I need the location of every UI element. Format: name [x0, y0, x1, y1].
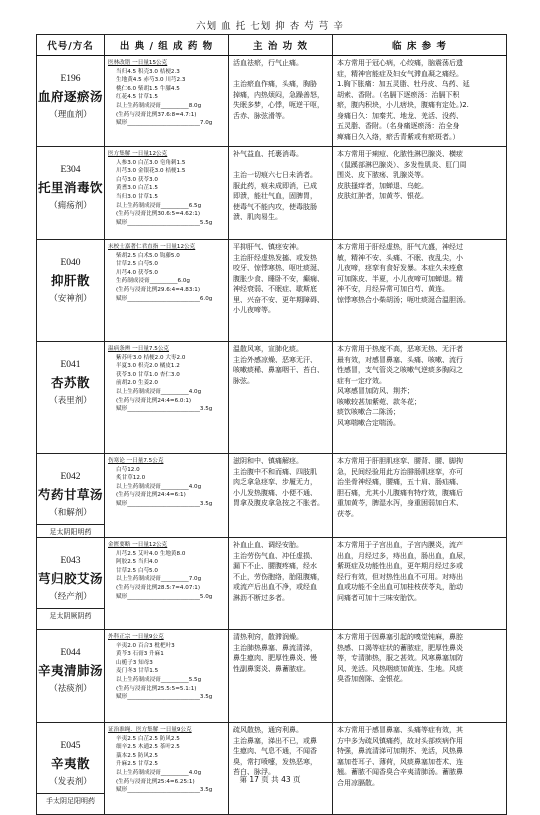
formula-code: E040 — [60, 258, 81, 268]
source-line: 茯苓3.0 甘草1.0 杏仁3.0 — [116, 371, 180, 378]
source-line: 柴胡2.5 白术5.0 钩藤5.0 — [116, 252, 180, 259]
source-line: 温病条辨 一日量7.5公克 — [108, 346, 170, 352]
source-line: 白芍3.0 茯苓3.0 — [116, 176, 158, 183]
formula-code: E045 — [60, 741, 81, 751]
reference-line: 风寒感冒加防风、荆芥； — [337, 387, 414, 395]
table-row — [37, 56, 507, 147]
reference-line: 胡索、香附。（名膈下逐瘀汤：治膈下积 — [337, 90, 460, 99]
reference-line: 本方常用于痢痘、化脓性淋巴腺炎、横痃 — [337, 150, 463, 158]
source-line: (生药与浸膏比例24:4=6.0:1) — [116, 397, 192, 404]
reference-line: 可加陈皮、半夏，小儿夜啼可加蝉退。精 — [337, 274, 463, 283]
reference-line: 急，民间经验用此方治腓肠肌痉挛，亦可 — [337, 467, 463, 476]
effect-line: 淋沥不断过多者。 — [233, 593, 289, 602]
formula-category: （经产剂） — [49, 592, 92, 602]
reference-line: 紫斑症及功能性出血，更年期月经过多或 — [337, 562, 463, 570]
formula-source-cell — [105, 147, 229, 240]
formula-id-cell — [37, 723, 105, 815]
effect-line: 清热利窍，散滞润燥。 — [233, 633, 303, 641]
formula-code: E042 — [60, 472, 81, 482]
source-line: 当归4.5 积壳3.0 桔梗2.3 — [116, 68, 180, 75]
source-line: 川芎3.0 金银花3.0 桔梗1.5 — [116, 168, 186, 175]
table-row — [37, 342, 507, 454]
effect-line: 主治肝经虚热发搐、或发热 — [233, 253, 317, 262]
formula-category: （祛痰剂） — [49, 684, 92, 694]
clinical-reference-cell — [333, 240, 507, 342]
effect-line — [233, 69, 328, 80]
source-line: (生药与浸膏比例25:4=6.25:1) — [116, 778, 195, 785]
effect-line: 服此药，痕未成即消，已成 — [233, 181, 317, 190]
effect-line: 温散风寒，宣肺化痰。 — [233, 345, 303, 353]
source-line: 当归3.0 甘草1.5 — [116, 193, 158, 200]
source-line: 黄芩3 石膏3 升麻1 — [116, 651, 164, 658]
formula-id-cell — [37, 240, 105, 342]
formula-code: E196 — [60, 74, 81, 84]
source-line: 证治准绳．医方集解 一日量9公克 — [108, 727, 192, 733]
source-line: (生药与浸膏比例28.5:7=4.07:1) — [116, 584, 201, 591]
reference-line: 胆石痛，尤其小儿腹痛有特疗效，腹痛后 — [337, 488, 463, 497]
effect-line: 肉乏拿急痉挛、步履无力， — [233, 478, 317, 486]
reference-line: 出血，月经过多，痔出血，肠出血，血尿， — [337, 551, 470, 560]
source-line: 以上生药制成浸膏__________4.0g — [116, 769, 202, 776]
source-line: 桃仁6.0 柴胡1.5 牛膝4.5 — [116, 85, 180, 92]
formula-id-cell — [37, 454, 105, 538]
effect-line: 主治瘀血作痛，头痛，胸胁 — [233, 80, 317, 88]
formula-id-cell — [37, 147, 105, 240]
reference-line: 本方常用于子宫出血，子宫内膜炎，流产 — [337, 541, 463, 549]
effect-line: 咳嗽痰稀、鼻塞咽干、苔白、 — [233, 366, 324, 374]
effect-line: 咬牙、惊悸寒热、呕吐痰涎、 — [233, 264, 324, 272]
source-line: (生药与浸膏比例29.6:4=4.83:1) — [116, 286, 201, 293]
formula-name: 辛夷散 — [50, 756, 90, 771]
effect-line: 苔白、脉浮。 — [233, 768, 275, 776]
formula-name: 辛夷清肺汤 — [37, 663, 103, 678]
effect-line: 主治腹中不和而痛、四肢肌 — [233, 467, 317, 476]
source-line: 赋形__________________________5.0g — [116, 593, 213, 600]
formula-effect-cell — [229, 454, 333, 538]
col-header-effect: 主 治 功 效 — [229, 35, 333, 56]
formula-id-cell — [37, 630, 105, 723]
source-line: 人参3.0 白芷3.0 皂角刺1.5 — [116, 159, 186, 166]
source-line: 炙甘草12.0 — [116, 475, 146, 482]
effect-line: 溃、肌肉易生。 — [233, 213, 282, 221]
clinical-reference-cell — [333, 56, 507, 147]
effect-line — [233, 160, 328, 171]
effect-line: 主治外感凉燥、恶寒无汗、 — [233, 355, 317, 364]
reference-line: 本方常用于肝经虚热，肝气亢盛，神经过 — [337, 243, 463, 251]
reference-line: 最有效，对感冒鼻塞、头痛、咳嗽、流行 — [337, 355, 463, 364]
reference-line: 重加黄芩，脾湿水泻，身重困弱加白术、 — [337, 499, 463, 507]
source-line: 红花4.5 甘草1.5 — [116, 94, 158, 101]
source-line: 阿胶2.5 当归4.0 — [116, 559, 158, 566]
source-line: 医方集解 一日量12公克 — [108, 151, 168, 157]
reference-line: 本方常用于冠心病，心绞痛，脑震荡后遗 — [337, 59, 463, 67]
formula-category: （理血剂） — [49, 110, 92, 120]
effect-line: 平抑肝气、镇痉安神。 — [233, 243, 303, 251]
source-line: 紫苏叶3.0 桔梗2.0 大枣2.0 — [116, 354, 186, 361]
effect-line: 脉弦。 — [233, 376, 254, 385]
reference-line: 特强，鼻流清涕可加荆芥、羌活，风热鼻 — [337, 747, 463, 755]
formula-source-cell — [105, 56, 229, 147]
formula-source-cell — [105, 723, 229, 815]
source-line: 以上生药制成浸膏__________4.0g — [116, 483, 202, 490]
formula-source-cell — [105, 454, 229, 538]
reference-line: 问痛者可加十三味安胎饮。 — [337, 593, 421, 602]
source-line: 半夏3.0 枳壳2.0 橘皮1.2 — [116, 363, 180, 370]
formula-name: 杏苏散 — [50, 375, 90, 390]
effect-line: 小儿夜啼等。 — [233, 306, 275, 314]
source-line: 以上生药制成浸膏__________6.5g — [116, 202, 202, 209]
source-line: (生药与浸膏比例25.5:5=5.1:1) — [116, 685, 197, 692]
effect-line: 使毒气不能内攻，使毒肢肠 — [233, 202, 317, 211]
effect-line: 鼻生瘜肉、肥厚性鼻炎、慢 — [233, 654, 317, 662]
effect-line: 失眠多梦，心悸，呃逆干呕， — [233, 101, 324, 109]
effect-line: 即溃，能壮气血，固脾胃， — [233, 192, 317, 200]
formula-name: 血府逐瘀汤 — [37, 89, 103, 104]
table-row — [37, 630, 507, 723]
clinical-reference-cell — [333, 538, 507, 630]
reference-line: 身痛日久：加秦艽、地龙、羌活、没药、 — [337, 111, 463, 120]
effect-line: 腹胀少食、睡卧不安，癫痫、 — [233, 274, 324, 283]
reference-line: 本方常用于因鼻塞引起的嗅觉钝麻，鼻腔 — [337, 633, 463, 641]
reference-line: 神不安，月经异常可加白芍、黄连。 — [337, 285, 449, 293]
reference-line: 血或功能不全出血可加桂枝茯苓丸，胎动 — [337, 583, 463, 591]
source-line: 赋形__________________________3.5g — [116, 406, 213, 413]
page-header: 六划 血 托 七划 抑 杏 芍 芎 辛 — [196, 21, 344, 32]
clinical-reference-cell — [333, 147, 507, 240]
source-line: 以上生药制成浸膏__________7.0g — [116, 576, 202, 583]
col-header-reference: 临 床 参 考 — [333, 35, 507, 56]
effect-line: 小儿发热腹痛、小便不通、 — [233, 488, 317, 497]
effect-line: 漏下不止、腰腹疼痛，经水 — [233, 562, 317, 570]
formula-source-cell — [105, 342, 229, 454]
effect-line: 活血祛瘀，行气止痛。 — [233, 59, 303, 67]
reference-line: 敏，精神不安、头痛、不眠、夜乱尖，小 — [337, 253, 463, 262]
source-line: 赋形__________________________3.5g — [116, 500, 213, 507]
source-line: 以上生药制成浸膏__________4.0g — [116, 388, 202, 395]
formula-id-cell — [37, 56, 105, 147]
reference-line: （鼠蹊部淋巴腺炎）、多发性肌炎、肛门周 — [337, 160, 467, 169]
reference-line: 等，专清肺热，服之甚效。风寒鼻塞加防 — [337, 654, 463, 662]
page-footer: 第 17 页 共 43 页 — [239, 775, 301, 784]
table-header-row — [37, 35, 507, 56]
effect-line: 掉痛，内热烦闷，急躁善怒， — [233, 90, 324, 99]
formula-id-cell — [37, 538, 105, 630]
clinical-reference-cell — [333, 723, 507, 815]
reference-line: 瘀，腹内积块，小儿痞块，腹痛有定处。)2. — [337, 101, 469, 109]
formula-channel: 手太阴足阳明药 — [37, 793, 104, 806]
reference-line: 五灵脂、香附。（名身痛逐瘀汤：治全身 — [337, 122, 460, 130]
source-line: 升麻2.5 甘草2.5 — [116, 761, 158, 768]
source-line: 伤寒论 一日量7.5公克 — [108, 458, 164, 464]
source-line: 前胡2.0 生姜2.0 — [116, 380, 158, 387]
effect-line: 性副鼻窦炎、鼻蓄脓症。 — [233, 664, 310, 673]
formula-name: 芍药甘草汤 — [37, 487, 103, 502]
effect-line: 主治肺热鼻塞、鼻流清涕， — [233, 643, 317, 652]
source-line: 辛夷2.0 百合3 枇杷叶3 — [116, 642, 175, 649]
formula-source-cell — [105, 630, 229, 723]
formula-category: （表里剂） — [49, 396, 92, 406]
formula-name: 抑肝散 — [50, 273, 90, 288]
source-line: 藁本2.5 防风2.5 — [116, 752, 158, 759]
source-line: 赋形__________________________5.5g — [116, 219, 213, 226]
reference-line: 热感、口渴等症状的蓄脓症，肥厚性鼻炎 — [337, 643, 463, 652]
reference-line: 合用凉膈散。 — [337, 778, 379, 787]
reference-line: 咳嗽较甚加紫菀、款冬花； — [337, 397, 421, 406]
source-line: 黄耆3.0 白芷1.5 — [116, 185, 158, 192]
effect-line: 生瘜肉、气息不通，不闻香 — [233, 747, 317, 755]
clinical-reference-cell — [333, 454, 507, 538]
table-row — [37, 538, 507, 630]
effect-line: 舌赤、脉弦滑等。 — [233, 111, 289, 120]
formula-table — [36, 34, 507, 815]
formula-code: E044 — [60, 648, 81, 658]
source-line: 川芎4.0 茯苓5.0 — [116, 269, 158, 276]
formula-source-cell — [105, 240, 229, 342]
formula-name: 托里消毒饮 — [37, 180, 103, 195]
effect-line: 主治鼻塞，涕出不已，或鼻 — [233, 736, 317, 745]
effect-line: 不止，劳伤胞络，胎阻腹痛， — [233, 572, 324, 581]
reference-line: 治坐骨神经痛，腰痛，五十肩、肠疝痛、 — [337, 478, 463, 486]
source-line: 以上生药制成浸膏__________8.0g — [116, 102, 202, 109]
reference-line: 经行有效，但对热性出血不可用。对痔出 — [337, 572, 463, 581]
formula-effect-cell — [229, 147, 333, 240]
reference-line: 臭香加茵陈、金银花。 — [337, 675, 407, 683]
source-line: 赋形__________________________3.5g — [116, 694, 213, 701]
formula-category: （发表剂） — [49, 777, 92, 787]
formula-effect-cell — [229, 538, 333, 630]
formula-effect-cell — [229, 630, 333, 723]
formula-effect-cell — [229, 342, 333, 454]
table-row — [37, 240, 507, 342]
table-row — [37, 454, 507, 538]
source-line: 白芍12.0 — [116, 466, 140, 473]
source-line: 赋形__________________________3.5g — [116, 787, 213, 794]
reference-line: 惊悸寒热合小柴胡汤；呃吐痰涎合温胆汤。 — [337, 295, 470, 304]
reference-line: 性感冒，支气管炎之咳嗽气逆痰多胸闷之 — [337, 366, 463, 374]
source-line: 麦门冬3 甘草1.5 — [116, 668, 159, 675]
effect-line: 神经衰弱、不眠症、歇斯底 — [233, 285, 317, 293]
formula-channel: 足太阴阳明药 — [37, 524, 104, 537]
formula-channel: 足太阴厥阴药 — [37, 608, 104, 621]
source-line: 外科正宗 一日量9公克 — [108, 634, 164, 640]
source-line: 医林改错 一日量15公克 — [108, 60, 168, 66]
formula-code: E041 — [60, 360, 81, 370]
reference-line: 本方常用于热度不高，恶寒无热、无汗者 — [337, 345, 463, 353]
formula-effect-cell — [229, 723, 333, 815]
source-line: 细辛2.5 木通2.5 茶叶2.5 — [116, 744, 180, 751]
formula-id-cell — [37, 342, 105, 454]
source-line: 生地黄4.5 赤芍3.0 川芎2.3 — [116, 77, 186, 84]
formula-source-cell — [105, 538, 229, 630]
reference-line: 本方常用于肝胆肌痉挛、腰背、腰、脚拘 — [337, 457, 463, 465]
reference-line: 1.胸下胀痛：加五灵脂、牡丹皮、乌药、延 — [337, 80, 470, 88]
effect-line: 主治劳伤气血、冲任虚损、 — [233, 551, 317, 560]
reference-line: 翘。蓄脓不闻香臭合辛夷清肺汤。蓄脓鼻 — [337, 768, 463, 776]
effect-line: 胃拿及腹皮拿急按之不胀者。 — [233, 499, 324, 507]
source-line: (生药与浸膏比例37.6:8=4.7:1) — [116, 111, 197, 118]
source-line: 辛夷2.5 白芷2.5 防风2.5 — [116, 735, 180, 742]
formula-code: E304 — [60, 165, 81, 175]
effect-line: 补气益血、托裹消毒。 — [233, 150, 303, 158]
effect-line: 疏风散热，通窍利鼻。 — [233, 726, 303, 734]
source-line: 末校士嘉著仁君直指 一日量12公克 — [108, 244, 196, 250]
source-line: 赋形__________________________7.0g — [116, 120, 213, 127]
source-line: (生药与浸膏比例30.6:5=4.62:1) — [116, 211, 201, 218]
table-row — [37, 147, 507, 240]
reference-line: 儿夜啼，痉挛有食好发暴。本症久未痊愈 — [337, 264, 463, 272]
effect-line: 里、兴奋不安、更年期障碍、 — [233, 295, 324, 304]
source-line: 赋形__________________________6.0g — [116, 295, 213, 302]
reference-line: 皮肤搔痒者，加蝉退、乌蛇。 — [337, 181, 428, 190]
source-line: 以上生药制成浸膏__________5.5g — [116, 676, 202, 683]
formula-category: （和解剂） — [49, 508, 92, 518]
effect-line: 或流产后出血不净，或经血 — [233, 583, 317, 591]
reference-line: 围炎、皮下脓疡、乳腺炎等。 — [337, 171, 428, 179]
reference-line: 皮肤红肿者，加黄芩、银花。 — [337, 192, 428, 200]
reference-line: 本方常用于感冒鼻塞、头痛等症有效，其 — [337, 726, 463, 734]
source-line: (生药与浸膏比例24:4=6:1) — [116, 492, 186, 499]
source-line: 甘草2.5 白芍5.0 — [116, 567, 158, 574]
reference-line: 方中多为疏风镇痛药，故对头部疾病作用 — [337, 736, 463, 745]
col-header-source: 出 典 / 组 成 药 物 — [105, 35, 229, 56]
reference-line: 痺痛日久入络，瘀舌青紫或有瘀斑者。） — [337, 132, 460, 141]
source-line: 金匮要略 一日量12公克 — [108, 542, 168, 548]
source-line: 山栀子3 知母3 — [116, 659, 153, 666]
reference-line: 痰饮咳嗽合二陈汤； — [337, 408, 400, 416]
table-row — [37, 723, 507, 815]
effect-line: 补血止血、调经安胎。 — [233, 541, 303, 549]
clinical-reference-cell — [333, 630, 507, 723]
effect-line: 主治一切痕六七日未消者。 — [233, 171, 317, 179]
reference-line: 症，精神官能症及妇女气滞血凝之痛经。 — [337, 69, 463, 78]
formula-category: （痈疡剂） — [49, 201, 92, 211]
formula-effect-cell — [229, 240, 333, 342]
source-line: 甘草2.5 白芍5.0 — [116, 261, 158, 268]
reference-line: 茯苓。 — [337, 509, 358, 518]
reference-line: 塞加苍耳子、薄荷，风痰鼻塞加苍术、连 — [337, 757, 463, 766]
effect-line: 臭，常打喷嚏，发热恶寒， — [233, 757, 317, 766]
formula-effect-cell — [229, 56, 333, 147]
reference-line: 风寒喘嗽合定喘汤。 — [337, 418, 400, 427]
reference-line: 症有一定疗效。 — [337, 376, 386, 385]
source-line: 生药制成浸膏__________6.0g — [116, 278, 190, 285]
effect-line: 滋阴和中、镇痛解痉。 — [233, 457, 303, 465]
formula-category: （安神剂） — [49, 294, 92, 304]
formula-name: 芎归胶艾汤 — [37, 571, 103, 586]
col-header-code: 代号/方名 — [37, 35, 105, 56]
clinical-reference-cell — [333, 342, 507, 454]
reference-line: 风、羌活。风热咽痰加黄连、生地。风痰 — [337, 664, 463, 673]
source-line: 川芎2.5 艾叶4.0 生地黄8.0 — [116, 550, 186, 557]
formula-code: E043 — [60, 556, 81, 566]
